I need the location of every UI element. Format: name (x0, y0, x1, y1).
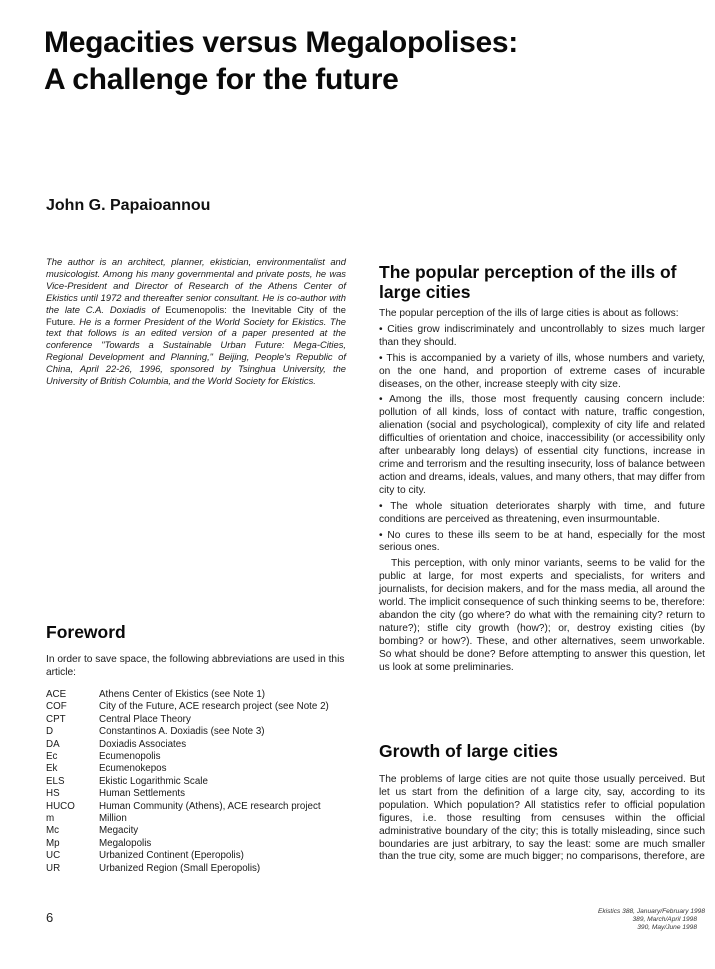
abbreviation-definition: Human Settlements (99, 788, 186, 800)
bullet-item: • No cures to these ills seem to be at hand, especially for the most serious ones. (379, 529, 705, 554)
abbreviation-code: D (46, 726, 54, 738)
abbreviation-row (46, 788, 356, 800)
abbreviation-definition: Ecumenokepos (99, 763, 167, 775)
abbreviation-row (46, 863, 356, 875)
abbreviation-code: Ek (46, 763, 58, 775)
citation-line: Ekistics 388, January/February 1998 (597, 908, 705, 915)
abbreviation-row (46, 801, 356, 813)
citation-line: 389, March/April 1998 (632, 915, 697, 923)
abbreviation-code: CPT (46, 713, 66, 725)
conclusion-paragraph: This perception, with only minor variants, seems to be valid for the public at large, for most experts and specialists, for writers and journalists, for decision makers, and for the mass media, all around the world. The implicit consequence of such thinking seems to be, therefore: abandon the city (go where? do what with the remaining city? return to nature?); stifle city growth (how?); or, destroy existing cities (by bombing? or how?). These, and other alternatives, seem unworkable. So what should be done? Before attempting to answer this question, let us look at some preliminaries. (379, 558, 705, 673)
abbreviation-definition: City of the Future, ACE research project (see Note 2) (99, 701, 329, 713)
abbreviation-definition: Ekistic Logarithmic Scale (99, 775, 208, 787)
abbreviation-definition: Megalopolis (99, 837, 152, 849)
journal-citation (505, 908, 705, 932)
abbreviation-code: m (46, 813, 55, 825)
abbreviation-definition: Megacity (99, 825, 139, 837)
bullet-item: • Among the ills, those most frequently causing concern include: pollution of all kinds, loss of contact with nature, traffic congestion, alienation (social and psychological), complexity of city life and related difficulties of orientation and choice, inaccessibility (or accessibility only after unbearably long delays) of essential city functions, increase in crime and terrorism and the resulting insecurity, loss of balance between action and dreams, ideals, values, and many others, that may differ from city to city. (379, 394, 705, 496)
abbreviation-code: Mp (46, 837, 60, 849)
bio-text-part1: The author is an architect, planner, ekistician, environmentalist and musicologist. Among his many governmental and private posts, he was Vice-President and Director of Research of the Athens Center of Ekistics until 1972 and thereafter senior consultant. He is co-author with the late C.A. Doxiadis of (46, 256, 346, 315)
title-line-2: A challenge for the future (44, 63, 399, 96)
section-heading-growth: Growth of large cities (379, 741, 558, 761)
title-line-1: Megacities versus Megalopolises: (44, 26, 518, 59)
author-bio (46, 256, 346, 387)
abbreviation-row (46, 714, 356, 726)
body-paragraph: The problems of large cities are not quite those usually perceived. But let us start from the definition of a large city, say, according to its population. Which population? All statistics refer to official population figures, i.e. those resulting from censuses within the official administrative boundary of the city; this is totally misleading, since such boundaries are just arbitrary, to say the least: some are much smaller than the true city, some are much bigger; no comparisons, therefore, are (379, 774, 705, 863)
abbreviation-row (46, 726, 356, 738)
abbreviation-definition: Central Place Theory (99, 713, 191, 725)
abbreviation-definition: Constantinos A. Doxiadis (see Note 3) (99, 726, 265, 738)
author-name: John G. Papaioannou (46, 197, 211, 214)
abbreviation-row (46, 701, 356, 713)
abbreviation-definition: Doxiadis Associates (99, 738, 187, 750)
abbreviation-code: Mc (46, 825, 60, 837)
abbreviation-code: UC (46, 850, 61, 862)
abbreviation-code: HS (46, 788, 60, 800)
bullet-item: • The whole situation deteriorates sharply with time, and future conditions are perceived as threatening, even insurmountable. (379, 500, 705, 525)
abbreviation-code: ELS (46, 775, 65, 787)
abbreviation-row (46, 813, 356, 825)
section-body-growth (379, 774, 705, 867)
abbreviation-definition: Million (99, 813, 127, 825)
abbreviation-definition: Urbanized Continent (Eperopolis) (99, 850, 244, 862)
foreword-heading: Foreword (46, 622, 126, 642)
bullet-item: • This is accompanied by a variety of ills, whose numbers and variety, on the one hand, and proportion of extreme cases of incurable diseases, on the other, increase steeply with city size. (379, 352, 705, 390)
abbreviation-code: Ec (46, 751, 58, 763)
abbreviation-code: ACE (46, 689, 67, 700)
section-body-popular-perception (379, 308, 705, 677)
abbreviation-list (46, 689, 356, 875)
abbreviation-row (46, 751, 356, 763)
abbreviation-row (46, 825, 356, 837)
section-intro-paragraph: The popular perception of the ills of large cities is about as follows: (379, 308, 679, 319)
abbreviation-definition: Human Community (Athens), ACE research project (99, 800, 321, 812)
abbreviation-row (46, 739, 356, 751)
abbreviation-row (46, 689, 356, 701)
abbreviation-code: HUCO (46, 800, 75, 812)
abbreviation-code: DA (46, 738, 60, 750)
section-heading-popular-perception: The popular perception of the ills of large cities (379, 262, 677, 302)
abbreviation-row (46, 850, 356, 862)
article-title (44, 24, 664, 98)
abbreviation-definition: Urbanized Region (Small Eperopolis) (99, 862, 261, 874)
bullet-item: • Cities grow indiscriminately and uncontrollably to sizes much larger than they should. (379, 323, 705, 348)
abbreviation-row (46, 776, 356, 788)
bio-book-title: Ecumenopolis: the Inevitable City of the Future (46, 303, 346, 327)
citation-line: 390, May/June 1998 (637, 923, 697, 931)
foreword-intro: In order to save space, the following abbreviations are used in this article: (46, 654, 345, 678)
abbreviation-code: UR (46, 862, 61, 874)
page-number: 6 (46, 910, 54, 925)
abbreviation-row (46, 763, 356, 775)
abbreviation-code: COF (46, 701, 67, 713)
abbreviation-definition: Athens Center of Ekistics (see Note 1) (99, 689, 266, 700)
abbreviation-definition: Ecumenopolis (99, 751, 161, 763)
bio-text-part2: . He is a former President of the World Society for Ekistics. The text that follows is an edited version of a paper presented at the conference "Towards a Sustainable Urban Future: Mega-Cities, Regional Development and Planning," Beijing, People's Republic of China, April 22-26, 1996, sponsored by Tsinghua University, the University of British Columbia, and the World Society for Ekistics. (46, 315, 346, 387)
abbreviation-row (46, 838, 356, 850)
